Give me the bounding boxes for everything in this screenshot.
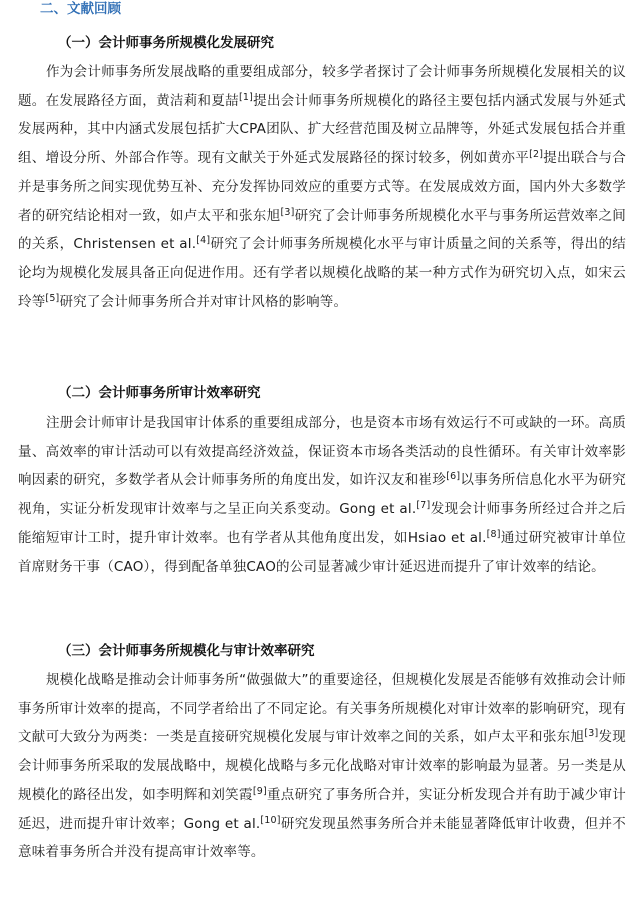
paragraph-text: 发现会计师事务所采取的发展战略中，规模化战略与多元化战略对审计效率的影响最为显著。另一类是从规模化的路径出发，如李明辉和刘笑霞 bbox=[18, 729, 626, 803]
subsection-heading-2: （二）会计师事务所审计效率研究 bbox=[58, 385, 261, 401]
citation-marker: [6] bbox=[446, 471, 461, 483]
citation-marker: [8] bbox=[486, 528, 501, 540]
paragraph-2 bbox=[18, 409, 626, 581]
paragraph-text: 作为会计师事务所发展战略的重要组成部分，较多学者探讨了会计师事务所规模化发展相关的议题。在发展路径方面，黄洁莉和夏喆 bbox=[18, 64, 626, 109]
paragraph-text: 通过研究被审计单位首席财务干事（CAO），得到配备单独CAO的公司显著减少审计延迟进而提升了审计效率的结论。 bbox=[18, 529, 626, 575]
paragraph-text: 研究了会计师事务所规模化水平与事务所运营效率之间的关系，Christensen et al. bbox=[18, 207, 626, 253]
paragraph-text: 重点研究了事务所合并，实证分析发现合并有助于减少审计延迟，进而提升审计效率；Gong et al. bbox=[18, 786, 626, 832]
paragraph-text: 研究发现虽然事务所合并未能显著降低审计收费，但并不意味着事务所合并没有提高审计效率等。 bbox=[18, 815, 626, 861]
paragraph-3 bbox=[18, 666, 626, 867]
citation-marker: [10] bbox=[260, 814, 281, 826]
citation-marker: [3] bbox=[280, 206, 295, 218]
paragraph-text: 提出联合与合并是事务所之间实现优势互补、充分发挥协同效应的重要方式等。在发展成效方面，国内外大多数学者的研究结论相对一致，如卢太平和张东旭 bbox=[18, 150, 626, 224]
citation-marker: [3] bbox=[584, 728, 599, 740]
citation-marker: [2] bbox=[529, 149, 544, 161]
citation-marker: [9] bbox=[252, 785, 267, 797]
paragraph-text: 研究了会计师事务所规模化水平与审计质量之间的关系等，得出的结论均为规模化发展具备正向促进作用。还有学者以规模化战略的某一种方式作为研究切入点，如宋云玲等 bbox=[18, 236, 627, 310]
citation-marker: [4] bbox=[196, 235, 211, 247]
paragraph-text: 规模化战略是推动会计师事务所“做强做大”的重要途径，但规模化发展是否能够有效推动会计师事务所审计效率的提高，不同学者给出了不同定论。有关事务所规模化对审计效率的影响研究，现有文献可大致分为两类：一类是直接研究规模化发展与审计效率之间的关系，如卢太平和张东旭 bbox=[18, 672, 626, 746]
paragraph-1 bbox=[18, 58, 626, 316]
citation-marker: [5] bbox=[45, 292, 60, 304]
citation-marker: [7] bbox=[416, 500, 431, 512]
paragraph-text: 提出会计师事务所规模化的路径主要包括内涵式发展与外延式发展两种，其中内涵式发展包括扩大CPA团队、扩大经营范围及树立品牌等，外延式发展包括合并重组、增设分所、外部合作等。现有文献关于外延式发展路径的探讨较多，例如黄亦平 bbox=[18, 92, 626, 167]
paragraph-text: 研究了会计师事务所合并对审计风格的影响等。 bbox=[59, 293, 348, 310]
citation-marker: [1] bbox=[239, 91, 254, 103]
paragraph-text: 发现会计师事务所经过合并之后能缩短审计工时，提升审计效率。也有学者从其他角度出发，如Hsiao et al. bbox=[18, 501, 626, 546]
paragraph-text: 注册会计师审计是我国审计体系的重要组成部分，也是资本市场有效运行不可或缺的一环。高质量、高效率的审计活动可以有效提高经济效益，保证资本市场各类活动的良性循环。有关审计效率影响因素的研究，多数学者从会计师事务所的角度出发，如许汉友和崔珍 bbox=[18, 415, 626, 489]
section-heading: 二、文献回顾 bbox=[40, 1, 121, 17]
subsection-heading-1: （一）会计师事务所规模化发展研究 bbox=[58, 35, 274, 51]
subsection-heading-3: （三）会计师事务所规模化与审计效率研究 bbox=[58, 643, 315, 659]
paragraph-text: 以事务所信息化水平为研究视角，实证分析发现审计效率与之呈正向关系变动。Gong et al. bbox=[18, 472, 626, 518]
